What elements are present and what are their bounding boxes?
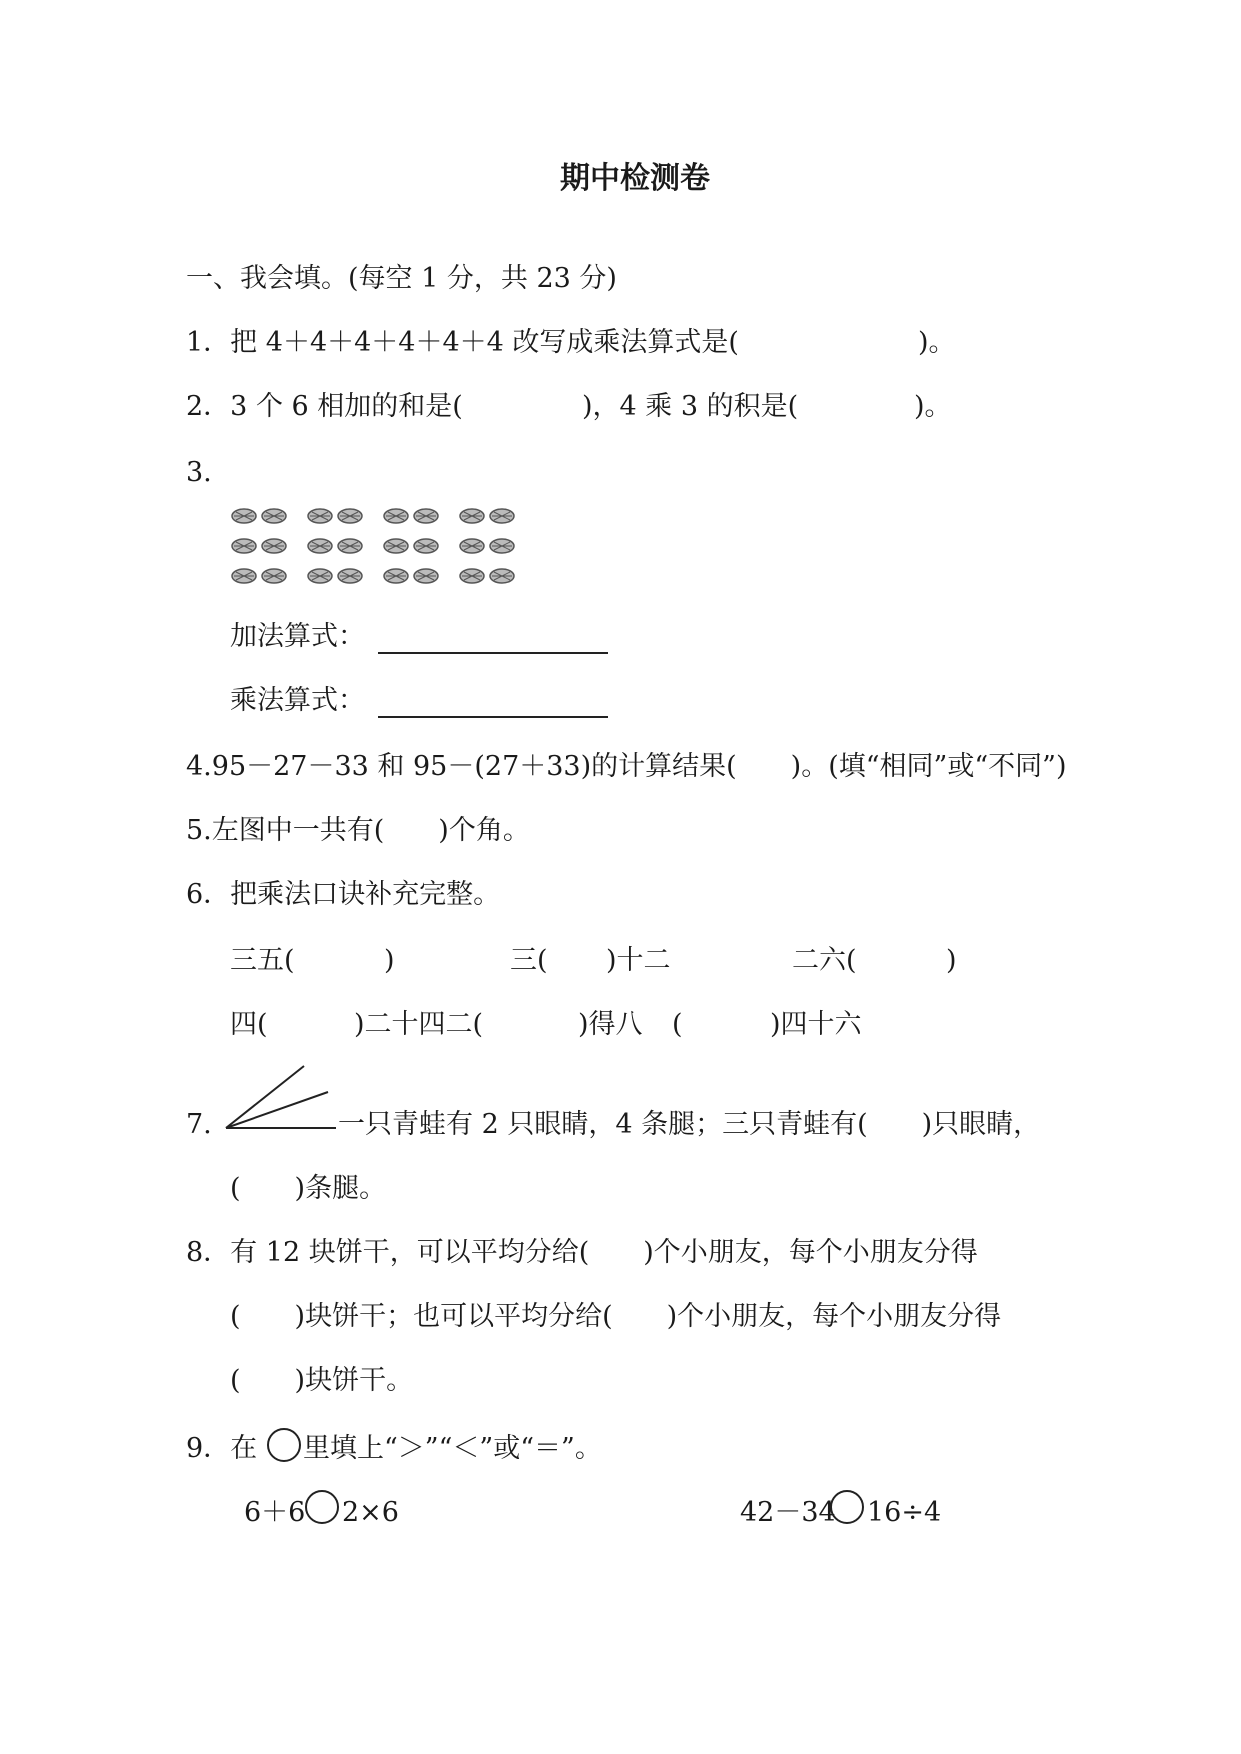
- q6-row1-d: )十二: [606, 945, 671, 976]
- hedgehog-icon: [306, 566, 334, 584]
- section-heading: 一、我会填。(每空 1 分，共 23 分): [186, 263, 617, 294]
- hedgehog-icon: [260, 506, 288, 524]
- hedgehog-icon: [458, 536, 486, 554]
- q9-compare-circle-2[interactable]: [830, 1490, 864, 1524]
- q9-expr1-right: 2×6: [342, 1497, 399, 1528]
- hedgehog-icon: [458, 506, 486, 524]
- page-title: 期中检测卷: [560, 161, 710, 196]
- q6-row2-c: )得八: [578, 1009, 643, 1040]
- q9-text-start: 9．在: [186, 1433, 258, 1464]
- q6-row1-f: ): [946, 945, 957, 976]
- q9-expr2-right: 16÷4: [867, 1497, 942, 1528]
- q4-text: 4.95－27－33 和 95－(27＋33)的计算结果( )。(填“相同”或“不同”): [186, 751, 1067, 782]
- q6-row1-e: 二六(: [792, 945, 857, 976]
- q6-intro: 6．把乘法口诀补充完整。: [186, 879, 501, 910]
- hedgehog-icon: [382, 566, 410, 584]
- q8-line2: ( )块饼干；也可以平均分给( )个小朋友，每个小朋友分得: [230, 1301, 1002, 1332]
- hedgehog-icon: [230, 566, 258, 584]
- q6-row1-c: 三(: [510, 945, 548, 976]
- hedgehog-icon: [230, 506, 258, 524]
- hedgehog-icon: [458, 566, 486, 584]
- hedgehog-icon: [306, 506, 334, 524]
- q9-example-circle: [267, 1428, 301, 1462]
- addition-label: 加法算式：: [230, 621, 365, 652]
- q8-line3: ( )块饼干。: [230, 1365, 414, 1396]
- q2-text-start: 2．3 个 6 相加的和是(: [186, 391, 463, 422]
- q6-row1-a: 三五(: [230, 945, 295, 976]
- q7-line2: ( )条腿。: [230, 1173, 387, 1204]
- hedgehog-icon: [488, 506, 516, 524]
- q3-number: 3.: [186, 457, 212, 488]
- hedgehog-icon: [336, 566, 364, 584]
- hedgehog-icon: [412, 566, 440, 584]
- q7-number: 7.: [186, 1109, 212, 1140]
- q6-row1-b: ): [384, 945, 395, 976]
- multiplication-label: 乘法算式：: [230, 685, 365, 716]
- q1-text-end: )。: [918, 327, 956, 358]
- q6-row2-d: (: [672, 1009, 683, 1040]
- hedgehog-icon: [260, 566, 288, 584]
- hedgehog-icon: [336, 506, 364, 524]
- multiplication-answer-line[interactable]: [378, 716, 608, 718]
- hedgehog-icon: [382, 536, 410, 554]
- q9-text-end: 里填上“＞”“＜”或“＝”。: [303, 1433, 602, 1464]
- hedgehog-icon: [336, 536, 364, 554]
- hedgehog-icon: [260, 536, 288, 554]
- angle-figure: [222, 1062, 340, 1134]
- q9-expr1-left: 6＋6: [244, 1497, 306, 1528]
- q9-compare-circle-1[interactable]: [305, 1490, 339, 1524]
- q2-text-end: )。: [914, 391, 952, 422]
- q5-text: 5.左图中一共有( )个角。: [186, 815, 530, 846]
- hedgehog-icon: [382, 506, 410, 524]
- q6-row2-a: 四(: [230, 1009, 268, 1040]
- q2-text-mid: )，4 乘 3 的积是(: [582, 391, 799, 422]
- hedgehog-icon: [230, 536, 258, 554]
- hedgehog-icon: [488, 536, 516, 554]
- q6-row2-e: )四十六: [770, 1009, 862, 1040]
- addition-answer-line[interactable]: [378, 652, 608, 654]
- q7-line1: 一只青蛙有 2 只眼睛，4 条腿；三只青蛙有( )只眼睛，: [338, 1109, 1041, 1140]
- hedgehog-icon: [412, 506, 440, 524]
- q6-row2-b: )二十四二(: [354, 1009, 484, 1040]
- hedgehog-icon: [306, 536, 334, 554]
- hedgehog-icon: [412, 536, 440, 554]
- hedgehog-picture: [230, 506, 534, 596]
- q1-text-start: 1．把 4＋4＋4＋4＋4＋4 改写成乘法算式是(: [186, 327, 739, 358]
- q9-expr2-left: 42－34: [740, 1497, 836, 1528]
- hedgehog-icon: [488, 566, 516, 584]
- q8-line1: 8．有 12 块饼干，可以平均分给( )个小朋友，每个小朋友分得: [186, 1237, 978, 1268]
